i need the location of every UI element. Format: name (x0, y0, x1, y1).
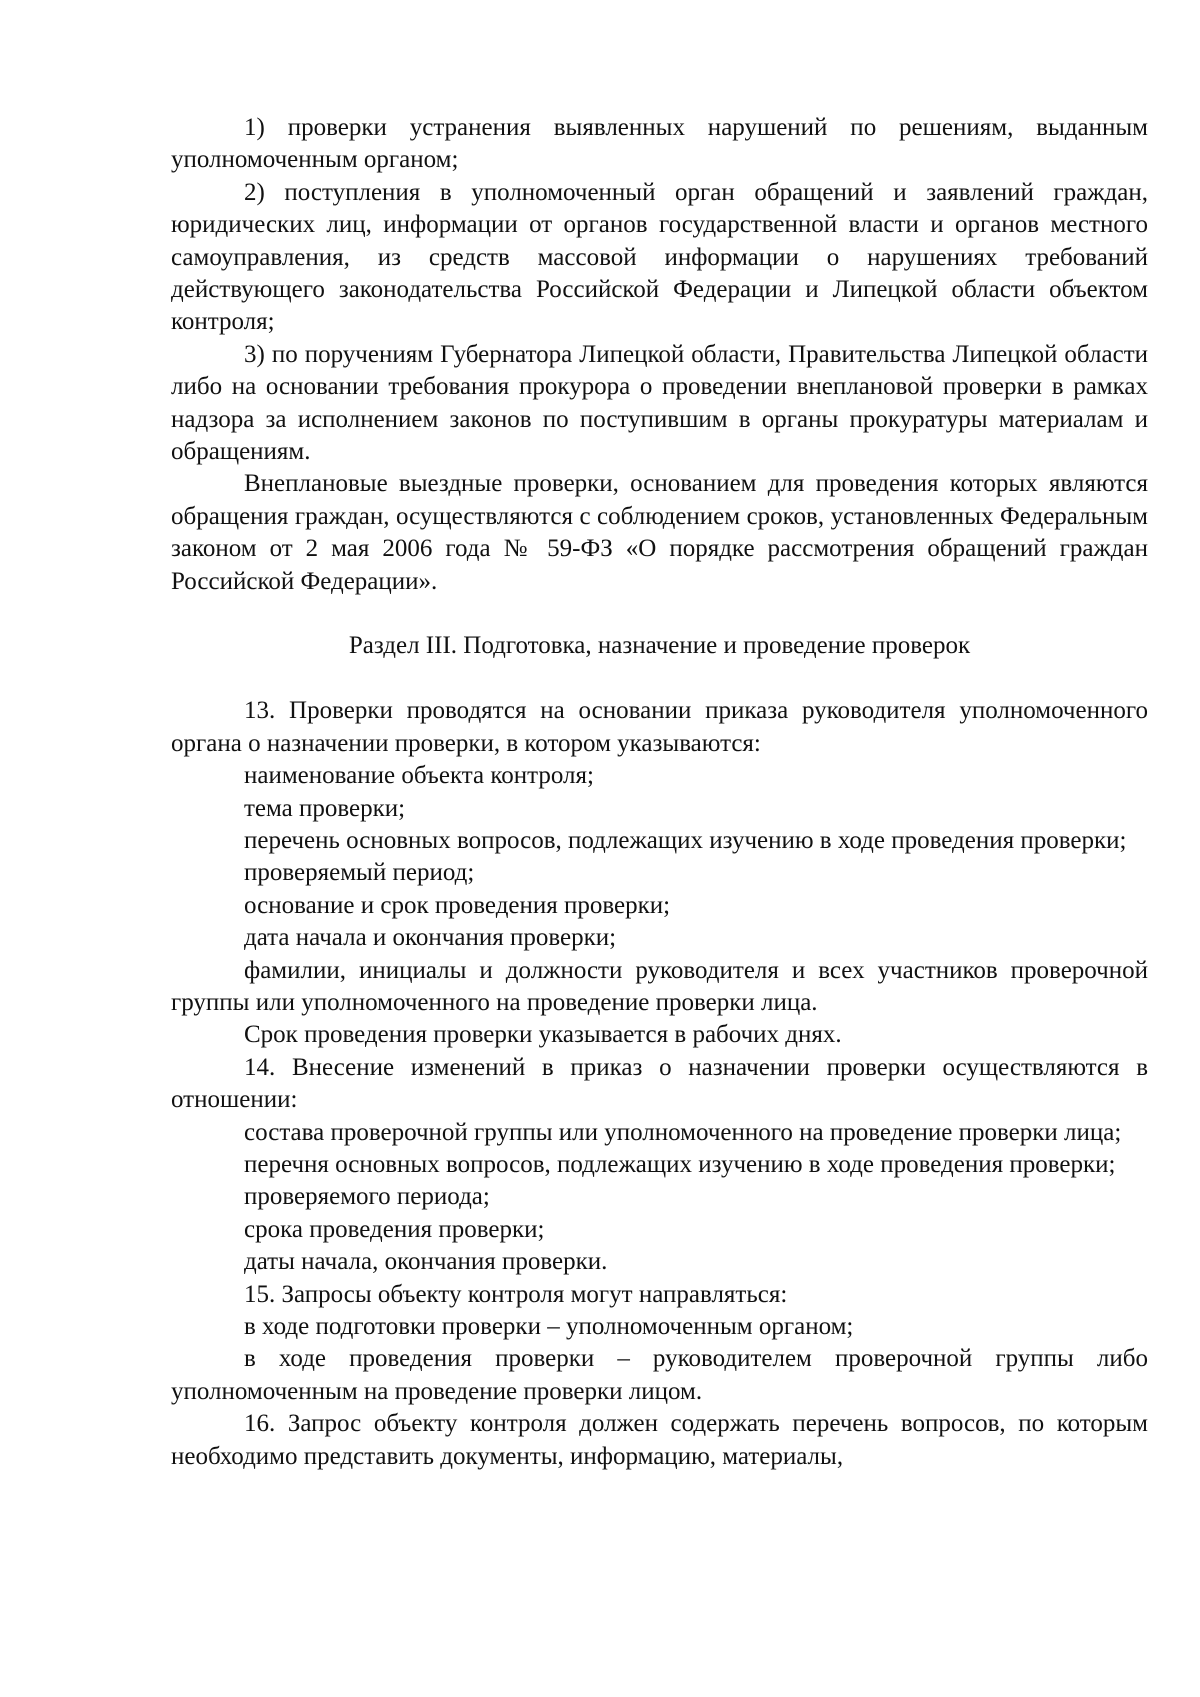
paragraph: состава проверочной группы или уполномоченного на проведение проверки лица; (244, 1118, 1122, 1146)
paragraph: наименование объекта контроля; (244, 762, 594, 790)
paragraph: перечня основных вопросов, подлежащих изучению в ходе проведения проверки; (244, 1150, 1116, 1178)
paragraph: в ходе подготовки проверки – уполномоченным органом; (244, 1313, 854, 1340)
paragraph: даты начала, окончания проверки. (244, 1248, 608, 1276)
paragraph: перечень основных вопросов, подлежащих изучению в ходе проведения проверки; (244, 826, 1127, 854)
section-heading: Раздел III. Подготовка, назначение и проведение проверок (348, 632, 971, 660)
paragraph: тема проверки; (244, 794, 406, 822)
paragraph: срока проведения проверки; (244, 1215, 545, 1243)
paragraph: проверяемого периода; (244, 1183, 490, 1211)
paragraph: проверяемый период; (244, 859, 475, 887)
document-page (171, 112, 1148, 1473)
paragraph: 1) проверки устранения выявленных нарушений по решениям, выданным уполномоченным органом; (171, 114, 1148, 174)
paragraph: 13. Проверки проводятся на основании приказа руководителя уполномоченного органа о назначении проверки, в котором указываются: (171, 697, 1148, 757)
paragraph: 15. Запросы объекту контроля могут направляться: (244, 1280, 788, 1308)
paragraph: 2) поступления в уполномоченный орган обращений и заявлений граждан, юридических лиц, информации от органов государственной власти и органов местного самоуправления, из средств массовой информации о нарушениях требований действующего законодательства Российской Федерации и Липецкой области объектом контроля; (171, 178, 1148, 336)
paragraph: фамилии, инициалы и должности руководителя и всех участников проверочной группы или уполномоченного на проведение проверки лица. (171, 956, 1148, 1016)
paragraph: Срок проведения проверки указывается в рабочих днях. (244, 1021, 842, 1049)
paragraph: основание и срок проведения проверки; (244, 891, 671, 919)
paragraph: Внеплановые выездные проверки, основанием для проведения которых являются обращения граждан, осуществляются с соблюдением сроков, установленных Федеральным законом от 2 мая 2006 года № 59-ФЗ «О порядке рассмотрения обращений граждан Российской Федерации». (171, 470, 1148, 595)
paragraph: 14. Внесение изменений в приказ о назначении проверки осуществляются в отношении: (171, 1053, 1148, 1114)
paragraph: 3) по поручениям Губернатора Липецкой области, Правительства Липецкой области либо на основании требования прокурора о проведении внеплановой проверки в рамках надзора за исполнением законов по поступившим в органы прокуратуры материалам и обращениям. (171, 340, 1148, 466)
paragraph: 16. Запрос объекту контроля должен содержать перечень вопросов, по которым необходимо представить документы, информацию, материалы, (171, 1410, 1148, 1470)
paragraph: в ходе проведения проверки – руководителем проверочной группы либо уполномоченным на проведение проверки лицом. (171, 1345, 1148, 1405)
paragraph: дата начала и окончания проверки; (244, 924, 617, 952)
